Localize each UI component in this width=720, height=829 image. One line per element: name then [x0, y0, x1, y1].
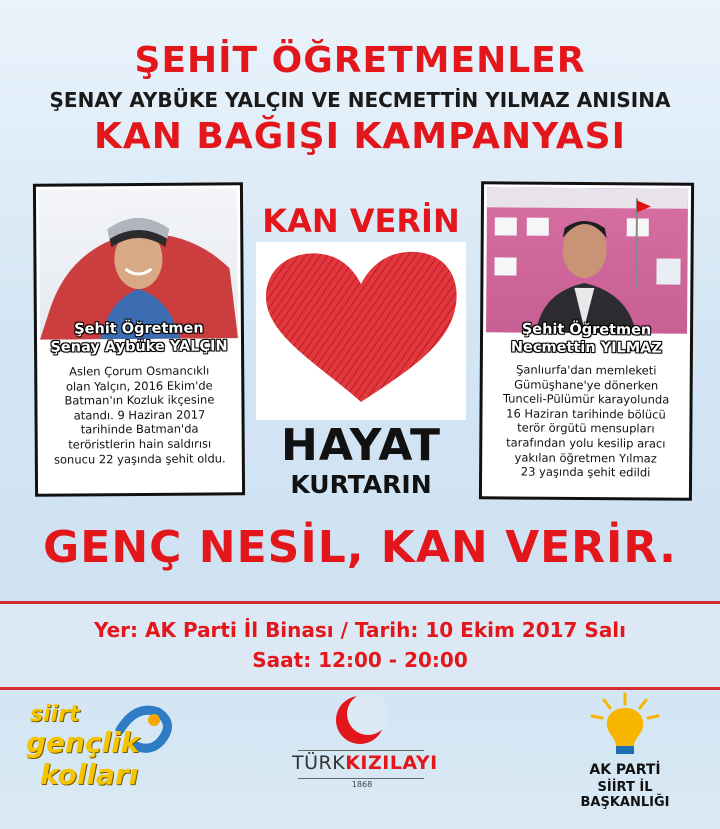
siirt-text: siirt: [30, 702, 80, 727]
life-text: HAYAT: [281, 420, 441, 471]
title-in-memory: ŞENAY AYBÜKE YALÇIN VE NECMETTİN YILMAZ ANISINA: [49, 88, 671, 112]
save-text: KURTARIN: [290, 470, 432, 499]
event-info-band: [0, 601, 720, 690]
kizilay-name: [292, 752, 438, 774]
event-time: Saat: 12:00 - 20:00: [252, 648, 468, 672]
ak-parti-branch: SİİRT İL BAŞKANLIĞI: [580, 780, 670, 810]
left-caption-name: Şenay Aybüke YALÇIN: [50, 338, 228, 356]
give-blood-text: KAN VERİN: [262, 202, 460, 240]
kollari-text: kolları: [40, 758, 139, 791]
kizilay-text: KIZILAYI: [345, 752, 438, 774]
kizilay-divider-bottom: [298, 778, 424, 779]
siirt-youth-logo: [24, 700, 184, 800]
left-bio: Aslen Çorum Osmancıklı olan Yalçın, 2016 Ekim'de Batman'ın Kozluk ikçesine atandı. 9 Haziran 2017 tarihinde Batman'da teröristlerin hain saldırısı sonucu 22 yaşında şehit oldu.: [53, 363, 226, 467]
heart-image: [256, 242, 466, 420]
title-blood-drive: KAN BAĞIŞI KAMPANYASI: [94, 116, 626, 157]
left-card: [33, 182, 245, 496]
kizilay-logo: [292, 694, 438, 798]
event-location-date: Yer: AK Parti İl Binası / Tarih: 10 Ekim 2017 Salı: [93, 618, 627, 642]
right-card: [479, 181, 694, 500]
right-caption-title: Şehit Öğretmen: [521, 321, 652, 339]
ak-parti-name: AK PARTİ: [589, 762, 661, 778]
kizilay-year: 1868: [351, 780, 373, 789]
title-martyr-teachers: ŞEHİT ÖĞRETMENLER: [134, 40, 586, 81]
genclik-text: gençlik: [26, 726, 140, 759]
left-caption-title: Şehit Öğretmen: [74, 320, 204, 338]
kizilay-divider: [298, 750, 424, 751]
turk-text: TÜRK: [292, 752, 346, 774]
right-bio: Şanlıurfa'dan memleketi Gümüşhane'ye dönerken Tunceli-Pülümür karayolunda 16 Haziran tarihinde bölücü terör örgütü mensupları tarafından yolu kesilip aracı yakılan öğretmen Yılmaz 23 yaşında şehit edildi: [502, 362, 670, 480]
heart-icon: [256, 242, 466, 420]
slogan: GENÇ NESİL, KAN VERİR.: [43, 522, 677, 573]
right-photo: [486, 187, 688, 333]
left-photo: [39, 188, 238, 339]
lightbulb-icon: [570, 690, 700, 760]
right-caption-name: Necmettin YILMAZ: [510, 339, 663, 357]
ak-parti-logo: [570, 690, 700, 810]
crescent-icon: [292, 694, 432, 754]
